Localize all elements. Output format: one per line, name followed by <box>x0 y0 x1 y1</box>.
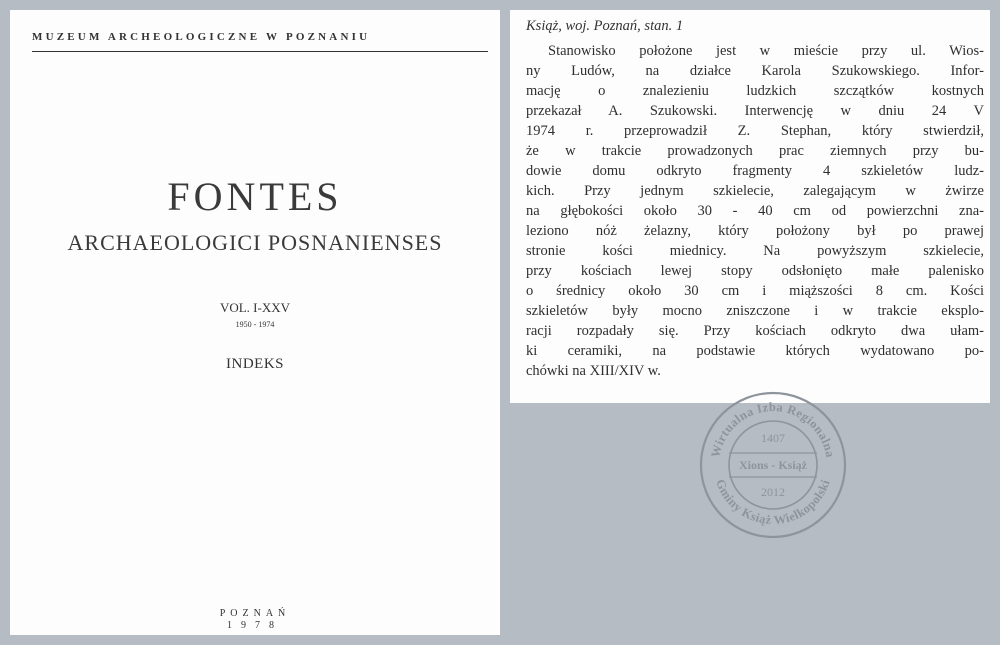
volume-range: VOL. I-XXV <box>219 300 291 315</box>
cover-title: FONTES <box>167 174 343 219</box>
article-line: przy kościach lewej stopy odsłonięto małe palenisko <box>526 263 984 279</box>
publication-year: 1978 <box>227 620 283 631</box>
article-line: leziono nóż żelazny, który położony był po prawej <box>526 223 984 239</box>
index-label: INDEKS <box>226 356 284 372</box>
cover-subtitle: ARCHAEOLOGICI POSNANIENSES <box>67 230 443 255</box>
stamp-seal <box>697 389 849 541</box>
article-line: o średnicy około 30 cm i miąższości 8 cm. Kości <box>526 283 984 299</box>
stamp-year-top: 1407 <box>761 431 785 445</box>
article-line: ny Ludów, na działce Karola Szukowskiego. Infor- <box>526 63 984 79</box>
article-line: ki ceramiki, na podstawie których wydatowano po- <box>526 343 984 359</box>
article-line: kich. Przy jednym szkielecie, zalegającym w żwirze <box>526 183 984 199</box>
publication-city: POZNAŃ <box>219 608 291 619</box>
year-range: 1950 - 1974 <box>235 320 275 329</box>
stamp-year-bottom: 2012 <box>761 485 785 499</box>
article-line: że w trakcie prowadzonych prac ziemnych przy bu- <box>526 143 984 159</box>
article-line: przekazał A. Szukowski. Interwencję w dniu 24 V <box>526 103 984 119</box>
article-excerpt <box>510 10 990 403</box>
article-line: Stanowisko położone jest w mieście przy ul. Wios- <box>548 43 984 59</box>
stamp-bottom-text: Gminy Książ Wielkopolski <box>713 477 833 528</box>
article-heading: Książ, woj. Poznań, stan. 1 <box>526 18 684 34</box>
article-line: racji rozpadały się. Przy kościach odkryto dwa ułam- <box>526 323 984 339</box>
article-line: dowie domu odkryto fragmenty 4 szkieletów ludz- <box>526 163 984 179</box>
article-line: 1974 r. przeprowadził Z. Stephan, który stwierdził, <box>526 123 984 139</box>
publisher-rule <box>32 51 488 52</box>
book-cover <box>10 10 500 635</box>
stamp-top-text: Wirtualna Izba Regionalna <box>708 399 838 459</box>
stamp-name: Xions - Książ <box>738 458 808 472</box>
article-line: chówki na XIII/XIV w. <box>526 363 661 379</box>
article-line: szkieletów były mocno zniszczone i w trakcie eksplo- <box>526 303 984 319</box>
article-line: na głębokości około 30 - 40 cm od powierzchni zna- <box>526 203 984 219</box>
article-line: mację o znalezieniu ludzkich szczątków kostnych <box>526 83 984 99</box>
article-line: stronie kości miednicy. Na powyższym szkielecie, <box>526 243 984 259</box>
regional-chamber-stamp <box>697 389 849 541</box>
article-body <box>526 41 984 381</box>
publisher-name: MUZEUM ARCHEOLOGICZNE W POZNANIU <box>32 31 371 43</box>
